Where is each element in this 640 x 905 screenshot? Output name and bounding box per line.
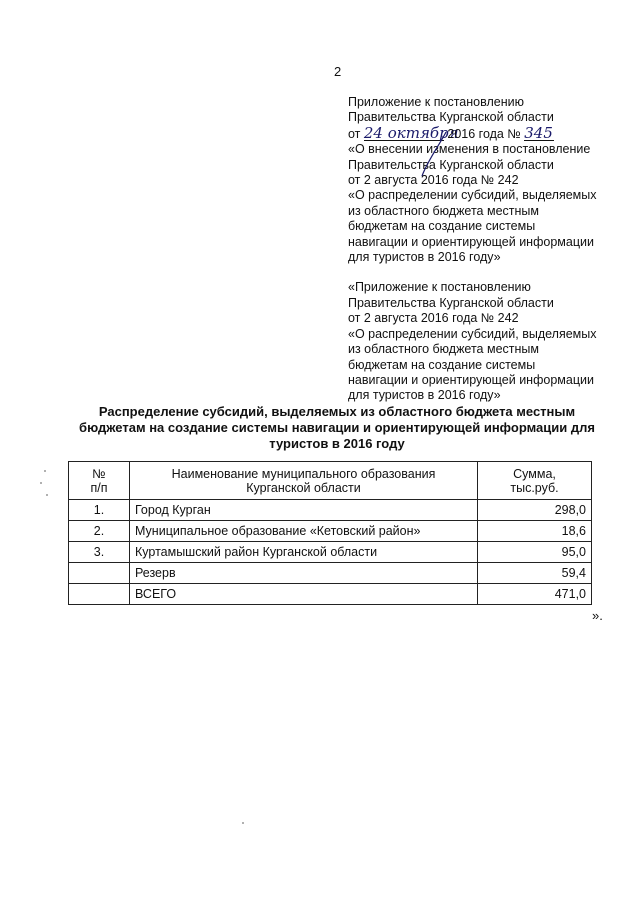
table-row [69,542,592,563]
heading-line: бюджетам на создание системы навигации и ориентирующей информации для [79,420,595,435]
row-name: Город Курган [130,500,478,521]
appendix-line: от 2 августа 2016 года № 242 [348,173,519,188]
appendix-line: для туристов в 2016 году» [348,250,501,265]
handwritten-date: 24 октября [363,123,459,142]
appendix-line: «О внесении изменения в постановление [348,142,591,157]
appendix-date-line [348,123,618,142]
appendix-block [348,95,618,404]
header-sum-line: Сумма, [513,466,556,481]
subsidies-table [68,461,592,605]
heading-line: туристов в 2016 году [269,436,405,451]
quoted-appendix-line: навигации и ориентирующей информации [348,372,594,387]
appendix-line: навигации и ориентирующей информации [348,234,594,249]
appendix-line: «О распределении субсидий, выделяемых [348,188,597,203]
appendix-line: Правительства Курганской области [348,110,554,125]
header-sum-line: тыс.руб. [510,480,559,495]
row-sum: 471,0 [478,584,592,605]
quoted-appendix-line: Правительства Курганской области [348,295,554,310]
row-name: Муниципальное образование «Кетовский район» [130,521,478,542]
row-name: ВСЕГО [130,584,478,605]
appendix-line: бюджетам на создание системы [348,219,536,234]
table-row-total [69,584,592,605]
page-number: 2 [334,64,342,79]
row-sum: 18,6 [478,521,592,542]
heading-line: Распределение субсидий, выделяемых из областного бюджета местным [98,404,576,419]
handwritten-number: 345 [524,123,553,142]
header-sum [478,462,592,500]
appendix-line: Правительства Курганской области [348,157,554,172]
row-number: 1. [69,500,130,521]
quoted-appendix-line: от 2 августа 2016 года № 242 [348,311,519,326]
row-name: Куртамышский район Курганской области [130,542,478,563]
row-sum: 59,4 [478,563,592,584]
quoted-appendix-line: для туристов в 2016 году» [348,388,501,403]
row-number: 3. [69,542,130,563]
table-row [69,500,592,521]
row-number [69,563,130,584]
quoted-appendix-line: «О распределении субсидий, выделяемых [348,326,597,341]
appendix-date-prefix: от [348,126,361,141]
header-name [130,462,478,500]
appendix-year: 2016 года № [447,126,521,141]
header-name-line: Наименование муниципального образования [171,466,436,481]
quoted-appendix-line: из областного бюджета местным [348,342,539,357]
appendix-line: из областного бюджета местным [348,203,539,218]
signature-stroke [416,130,456,180]
header-number-line: п/п [90,480,108,495]
quoted-appendix-line: «Приложение к постановлению [348,280,531,295]
table-row-reserve [69,563,592,584]
scan-speck [44,470,46,472]
table-header-row [69,462,592,500]
header-number [69,462,130,500]
header-number-line: № [92,466,106,481]
closing-quote-mark: ». [592,608,603,623]
table-row [69,521,592,542]
row-number: 2. [69,521,130,542]
scan-speck [46,494,48,496]
header-name-line: Курганской области [246,480,361,495]
row-number [69,584,130,605]
row-sum: 95,0 [478,542,592,563]
scan-speck [242,822,244,824]
appendix-line: Приложение к постановлению [348,95,524,109]
document-heading [70,404,604,452]
quoted-appendix-line: бюджетам на создание системы [348,357,536,372]
row-name: Резерв [130,563,478,584]
scan-speck [40,482,42,484]
row-sum: 298,0 [478,500,592,521]
